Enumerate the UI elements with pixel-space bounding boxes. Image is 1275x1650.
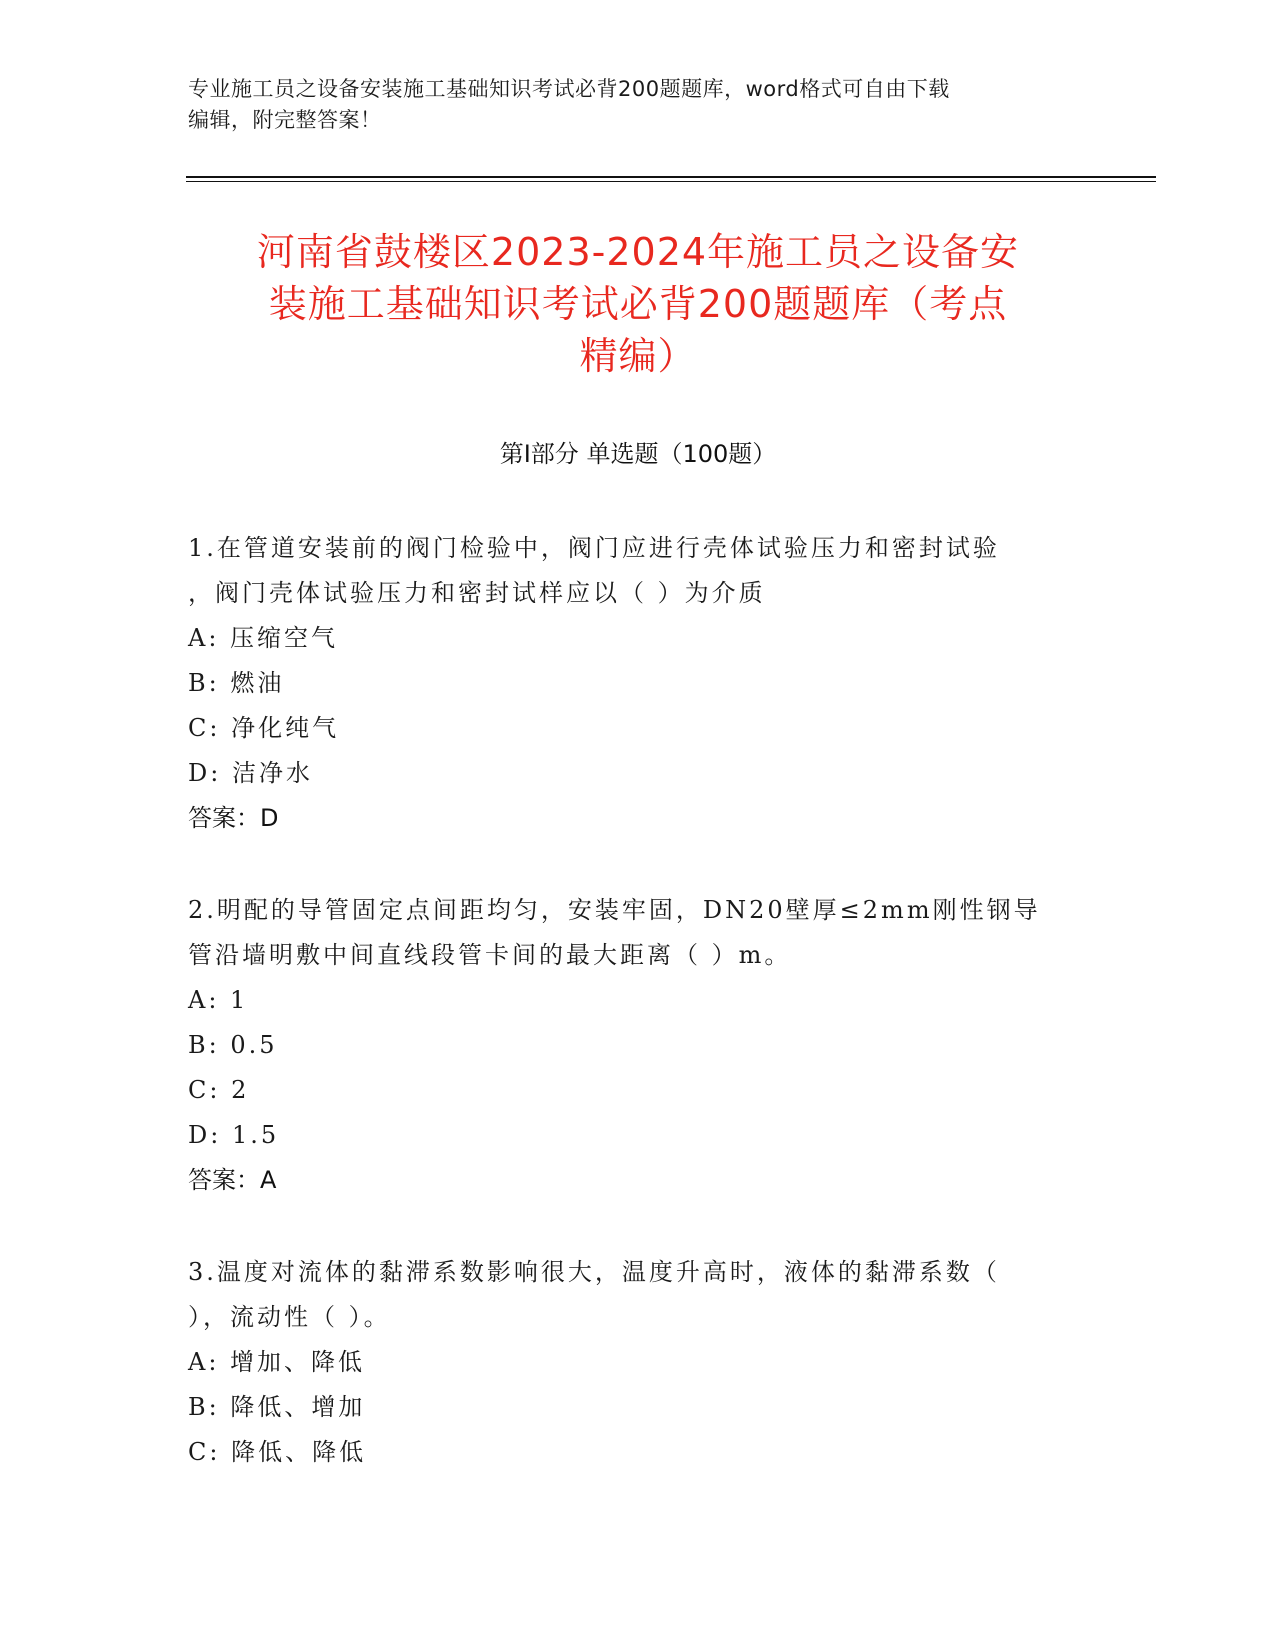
option-a: A: 1	[188, 986, 249, 1014]
answer: 答案：D	[188, 804, 279, 832]
question-1	[188, 526, 1068, 841]
option-c: C: 2	[188, 1076, 250, 1104]
header-note	[188, 74, 1088, 136]
question-stem-line-2: ），流动性（ ）。	[188, 1303, 391, 1331]
question-stem-line-1: 3.温度对流体的黏滞系数影响很大，温度升高时，液体的黏滞系数（	[188, 1258, 1000, 1286]
question-2	[188, 888, 1068, 1203]
question-3	[188, 1250, 1068, 1475]
document-title-line-3: 精编）	[579, 334, 697, 378]
header-rule-thick	[186, 176, 1156, 178]
document-title-line-1: 河南省鼓楼区2023-2024年施工员之设备安	[256, 230, 1020, 274]
document-title-line-2: 装施工基础知识考试必背200题题库（考点	[268, 282, 1008, 326]
header-note-line-2: 编辑，附完整答案！	[188, 108, 382, 132]
section-title: 第Ⅰ部分 单选题（100题）	[499, 440, 777, 468]
option-c: C: 净化纯气	[188, 714, 340, 742]
question-stem-line-1: 1.在管道安装前的阀门检验中，阀门应进行壳体试验压力和密封试验	[188, 534, 1000, 562]
document-title	[188, 226, 1088, 382]
question-stem	[188, 526, 1068, 616]
question-stem-line-2: 管沿墙明敷中间直线段管卡间的最大距离（ ）m。	[188, 941, 792, 969]
option-b: B: 0.5	[188, 1031, 278, 1059]
option-a: A: 压缩空气	[188, 624, 339, 652]
option-d: D: 洁净水	[188, 759, 313, 787]
question-stem	[188, 1250, 1068, 1340]
question-stem-line-1: 2.明配的导管固定点间距均匀，安装牢固，DN20壁厚≤2mm刚性钢导	[188, 896, 1041, 924]
option-c: C: 降低、降低	[188, 1438, 367, 1466]
header-rule-thin	[186, 181, 1156, 182]
question-stem	[188, 888, 1068, 978]
option-d: D: 1.5	[188, 1121, 280, 1149]
header-note-line-1: 专业施工员之设备安装施工基础知识考试必背200题题库，word格式可自由下载	[188, 77, 950, 101]
option-a: A: 增加、降低	[188, 1348, 366, 1376]
answer: 答案：A	[188, 1166, 277, 1194]
question-stem-line-2: ，阀门壳体试验压力和密封试样应以（ ）为介质	[188, 579, 766, 607]
option-b: B: 燃油	[188, 669, 285, 697]
option-b: B: 降低、增加	[188, 1393, 366, 1421]
